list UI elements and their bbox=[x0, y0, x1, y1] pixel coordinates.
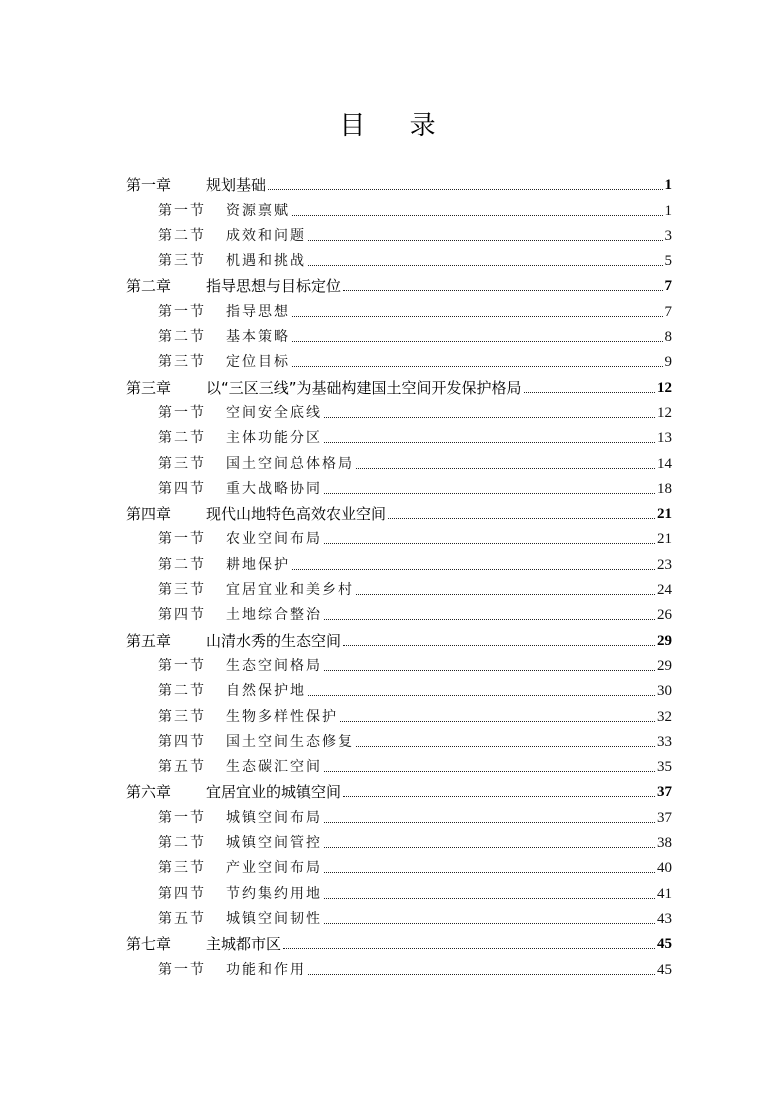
dot-leader bbox=[324, 543, 655, 544]
entry-page-number: 26 bbox=[657, 607, 672, 624]
dot-leader bbox=[356, 468, 655, 469]
entry-title: 国土空间总体格局 bbox=[226, 455, 354, 472]
entry-page-number: 37 bbox=[657, 809, 672, 826]
entry-number: 第七章 bbox=[126, 935, 172, 954]
entry-title: 城镇空间韧性 bbox=[226, 910, 322, 927]
entry-page-number: 7 bbox=[664, 278, 672, 295]
entry-number: 第二节 bbox=[158, 329, 206, 346]
dot-leader bbox=[324, 847, 655, 848]
entry-title: 产业空间布局 bbox=[226, 860, 322, 877]
entry-page-number: 8 bbox=[664, 329, 672, 346]
entry-page-number: 1 bbox=[664, 177, 672, 194]
entry-title: 定位目标 bbox=[226, 354, 290, 371]
dot-leader bbox=[356, 594, 655, 595]
entry-title: 主城都市区 bbox=[206, 935, 282, 954]
toc-section-entry[interactable] bbox=[126, 599, 672, 624]
entry-title: 重大战略协同 bbox=[226, 480, 322, 497]
toc-section-entry[interactable] bbox=[126, 827, 672, 852]
toc-section-entry[interactable] bbox=[126, 473, 672, 498]
dot-leader bbox=[324, 822, 655, 823]
dot-leader bbox=[343, 645, 655, 646]
dot-leader bbox=[292, 341, 663, 342]
entry-title: 山清水秀的生态空间 bbox=[206, 631, 342, 650]
entry-title: 指导思想 bbox=[226, 303, 290, 320]
toc-chapter-entry[interactable] bbox=[126, 624, 672, 649]
toc-section-entry[interactable] bbox=[126, 346, 672, 371]
entry-number: 第三章 bbox=[126, 378, 172, 397]
entry-title: 国土空间生态修复 bbox=[226, 733, 354, 750]
entry-page-number: 32 bbox=[657, 708, 672, 725]
entry-title: 空间安全底线 bbox=[226, 404, 322, 421]
toc-chapter-entry[interactable] bbox=[126, 169, 672, 194]
entry-number: 第四章 bbox=[126, 505, 172, 524]
entry-number: 第三节 bbox=[158, 582, 206, 599]
entry-page-number: 12 bbox=[657, 379, 672, 396]
entry-title: 生态碳汇空间 bbox=[226, 759, 322, 776]
dot-leader bbox=[388, 518, 655, 519]
entry-number: 第一节 bbox=[158, 202, 206, 219]
dot-leader bbox=[324, 898, 655, 899]
entry-title: 耕地保护 bbox=[226, 556, 290, 573]
toc-section-entry[interactable] bbox=[126, 574, 672, 599]
entry-title: 主体功能分区 bbox=[226, 430, 322, 447]
entry-number: 第五章 bbox=[126, 631, 172, 650]
entry-number: 第一节 bbox=[158, 657, 206, 674]
entry-number: 第二章 bbox=[126, 277, 172, 296]
entry-page-number: 41 bbox=[657, 885, 672, 902]
entry-title: 生物多样性保护 bbox=[226, 708, 338, 725]
toc-section-entry[interactable] bbox=[126, 852, 672, 877]
toc-section-entry[interactable] bbox=[126, 397, 672, 422]
dot-leader bbox=[524, 392, 655, 393]
toc-chapter-entry[interactable] bbox=[126, 371, 672, 396]
entry-page-number: 43 bbox=[657, 910, 672, 927]
entry-number: 第一节 bbox=[158, 961, 206, 978]
toc-section-entry[interactable] bbox=[126, 751, 672, 776]
entry-number: 第二节 bbox=[158, 835, 206, 852]
dot-leader bbox=[324, 417, 655, 418]
entry-number: 第一节 bbox=[158, 404, 206, 421]
dot-leader bbox=[324, 771, 655, 772]
dot-leader bbox=[308, 695, 655, 696]
entry-page-number: 37 bbox=[657, 784, 672, 801]
dot-leader bbox=[343, 290, 662, 291]
entry-page-number: 33 bbox=[657, 733, 672, 750]
entry-title: 指导思想与目标定位 bbox=[206, 277, 342, 296]
toc-section-entry[interactable] bbox=[126, 726, 672, 751]
entry-page-number: 7 bbox=[664, 303, 672, 320]
entry-title: 农业空间布局 bbox=[226, 531, 322, 548]
entry-number: 第三节 bbox=[158, 455, 206, 472]
entry-page-number: 9 bbox=[664, 354, 672, 371]
dot-leader bbox=[292, 366, 663, 367]
entry-number: 第二节 bbox=[158, 227, 206, 244]
entry-number: 第一章 bbox=[126, 176, 172, 195]
dot-leader bbox=[324, 619, 655, 620]
entry-number: 第一节 bbox=[158, 809, 206, 826]
entry-title: 土地综合整治 bbox=[226, 607, 322, 624]
dot-leader bbox=[292, 569, 655, 570]
entry-title: 成效和问题 bbox=[226, 227, 306, 244]
entry-page-number: 1 bbox=[664, 202, 672, 219]
entry-page-number: 29 bbox=[657, 657, 672, 674]
dot-leader bbox=[324, 872, 655, 873]
entry-title: 机遇和挑战 bbox=[226, 253, 306, 270]
entry-page-number: 13 bbox=[657, 430, 672, 447]
entry-title: 基本策略 bbox=[226, 329, 290, 346]
entry-number: 第二节 bbox=[158, 556, 206, 573]
entry-page-number: 35 bbox=[657, 759, 672, 776]
dot-leader bbox=[324, 493, 655, 494]
entry-title: 规划基础 bbox=[206, 176, 267, 195]
toc-section-entry[interactable] bbox=[126, 903, 672, 928]
toc-section-entry[interactable] bbox=[126, 295, 672, 320]
page-title: 目 录 bbox=[339, 111, 454, 141]
entry-number: 第四节 bbox=[158, 607, 206, 624]
toc-chapter-entry[interactable] bbox=[126, 776, 672, 801]
dot-leader bbox=[340, 721, 655, 722]
entry-page-number: 40 bbox=[657, 860, 672, 877]
toc-section-entry[interactable] bbox=[126, 422, 672, 447]
entry-number: 第六章 bbox=[126, 783, 172, 802]
entry-page-number: 3 bbox=[664, 227, 672, 244]
dot-leader bbox=[292, 316, 663, 317]
toc-chapter-entry[interactable] bbox=[126, 270, 672, 295]
entry-number: 第三节 bbox=[158, 708, 206, 725]
entry-title: 节约集约用地 bbox=[226, 885, 322, 902]
entry-page-number: 21 bbox=[657, 506, 672, 523]
entry-number: 第二节 bbox=[158, 683, 206, 700]
dot-leader bbox=[308, 265, 663, 266]
dot-leader bbox=[343, 796, 655, 797]
entry-title: 城镇空间布局 bbox=[226, 809, 322, 826]
entry-page-number: 21 bbox=[657, 531, 672, 548]
entry-page-number: 18 bbox=[657, 480, 672, 497]
entry-page-number: 45 bbox=[657, 961, 672, 978]
dot-leader bbox=[324, 442, 655, 443]
toc-section-entry[interactable] bbox=[126, 801, 672, 826]
entry-page-number: 12 bbox=[657, 404, 672, 421]
entry-title: 现代山地特色高效农业空间 bbox=[206, 505, 387, 524]
toc-section-entry[interactable] bbox=[126, 548, 672, 573]
entry-title: 功能和作用 bbox=[226, 961, 306, 978]
toc-section-entry[interactable] bbox=[126, 194, 672, 219]
table-of-contents bbox=[126, 169, 672, 979]
entry-page-number: 5 bbox=[664, 253, 672, 270]
toc-section-entry[interactable] bbox=[126, 447, 672, 472]
toc-section-entry[interactable] bbox=[126, 245, 672, 270]
entry-title: 城镇空间管控 bbox=[226, 835, 322, 852]
entry-number: 第一节 bbox=[158, 303, 206, 320]
entry-title: 生态空间格局 bbox=[226, 657, 322, 674]
dot-leader bbox=[292, 215, 663, 216]
toc-section-entry[interactable] bbox=[126, 877, 672, 902]
toc-section-entry[interactable] bbox=[126, 700, 672, 725]
toc-section-entry[interactable] bbox=[126, 220, 672, 245]
dot-leader bbox=[308, 974, 655, 975]
entry-number: 第四节 bbox=[158, 480, 206, 497]
toc-section-entry[interactable] bbox=[126, 321, 672, 346]
entry-title: 宜居宜业的城镇空间 bbox=[206, 783, 342, 802]
entry-number: 第一节 bbox=[158, 531, 206, 548]
dot-leader bbox=[324, 670, 655, 671]
dot-leader bbox=[356, 746, 655, 747]
entry-title: 资源禀赋 bbox=[226, 202, 290, 219]
toc-chapter-entry[interactable] bbox=[126, 498, 672, 523]
entry-page-number: 29 bbox=[657, 632, 672, 649]
dot-leader bbox=[308, 240, 663, 241]
entry-page-number: 30 bbox=[657, 683, 672, 700]
entry-title: 宜居宜业和美乡村 bbox=[226, 582, 354, 599]
entry-number: 第三节 bbox=[158, 354, 206, 371]
toc-section-entry[interactable] bbox=[126, 650, 672, 675]
toc-chapter-entry[interactable] bbox=[126, 928, 672, 953]
toc-section-entry[interactable] bbox=[126, 953, 672, 978]
entry-page-number: 24 bbox=[657, 582, 672, 599]
entry-number: 第五节 bbox=[158, 759, 206, 776]
dot-leader bbox=[283, 948, 655, 949]
entry-number: 第四节 bbox=[158, 733, 206, 750]
entry-title: 以“三区三线”为基础构建国土空间开发保护格局 bbox=[206, 378, 522, 397]
entry-page-number: 23 bbox=[657, 556, 672, 573]
entry-number: 第四节 bbox=[158, 885, 206, 902]
dot-leader bbox=[268, 189, 662, 190]
dot-leader bbox=[324, 923, 655, 924]
entry-number: 第五节 bbox=[158, 910, 206, 927]
entry-number: 第三节 bbox=[158, 253, 206, 270]
entry-page-number: 38 bbox=[657, 835, 672, 852]
entry-number: 第三节 bbox=[158, 860, 206, 877]
toc-section-entry[interactable] bbox=[126, 675, 672, 700]
entry-page-number: 45 bbox=[657, 936, 672, 953]
entry-page-number: 14 bbox=[657, 455, 672, 472]
entry-title: 自然保护地 bbox=[226, 683, 306, 700]
toc-section-entry[interactable] bbox=[126, 523, 672, 548]
entry-number: 第二节 bbox=[158, 430, 206, 447]
